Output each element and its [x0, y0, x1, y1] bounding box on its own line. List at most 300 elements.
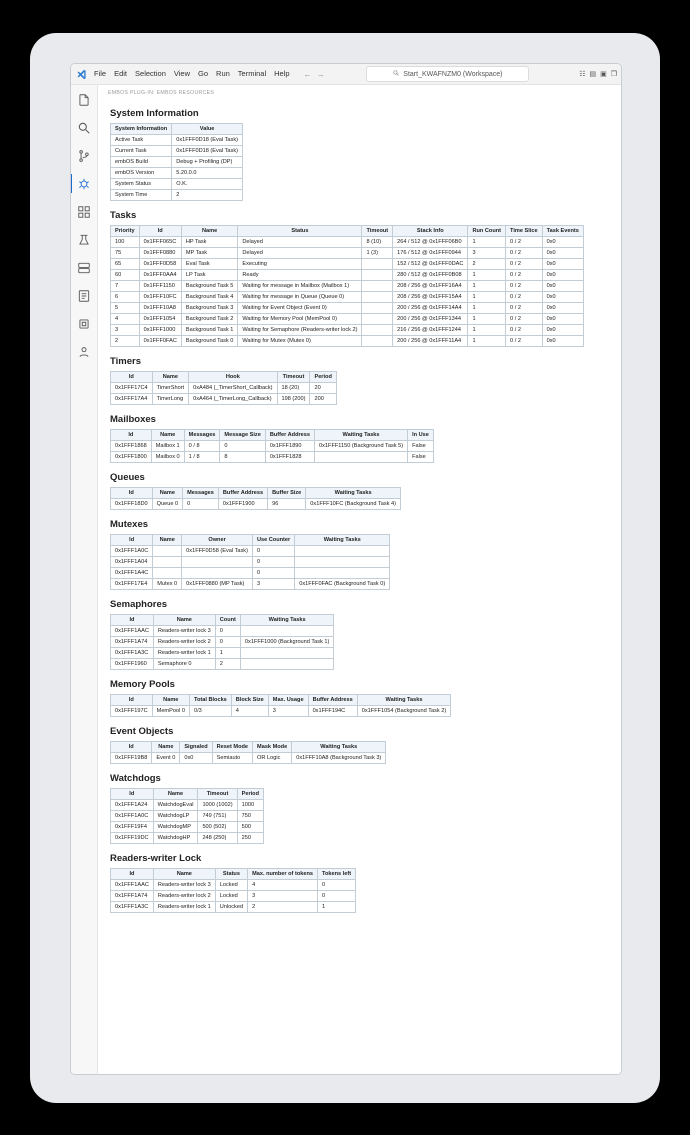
- table-cell: 0: [220, 441, 265, 452]
- table-cell: Waiting for Event Object (Event 0): [238, 303, 362, 314]
- table-cell: 280 / 512 @ 0x1FFF0B08: [393, 270, 468, 281]
- table-cell: 4: [111, 314, 140, 325]
- table-cell: 4: [231, 706, 268, 717]
- table-cell: 2: [215, 659, 240, 670]
- event-objects-table: [110, 741, 386, 764]
- table-cell: WatchdogEval: [153, 800, 198, 811]
- column-header: Max. number of tokens: [248, 869, 318, 880]
- column-header: Time Slice: [506, 226, 543, 237]
- table-cell: Semiauto: [212, 753, 252, 764]
- table-cell: 216 / 256 @ 0x1FFF1244: [393, 325, 468, 336]
- table-cell: Background Task 2: [181, 314, 237, 325]
- column-header: In Use: [408, 430, 434, 441]
- table-cell: 0 / 2: [506, 270, 543, 281]
- table-cell: 1: [468, 237, 506, 248]
- search-icon[interactable]: [76, 119, 93, 136]
- source-control-icon[interactable]: [76, 147, 93, 164]
- column-header: Timeout: [198, 789, 237, 800]
- mailboxes-table: [110, 429, 434, 463]
- section-title-memory-pools: Memory Pools: [110, 679, 175, 690]
- column-header: Id: [111, 430, 152, 441]
- table-cell: 6: [111, 292, 140, 303]
- table-cell: 176 / 512 @ 0x1FFF0944: [393, 248, 468, 259]
- table-row: [111, 281, 584, 292]
- table-cell: 0 / 8: [184, 441, 220, 452]
- table-cell: 0 / 2: [506, 281, 543, 292]
- table-row: [111, 248, 584, 259]
- column-header: Hook: [189, 372, 277, 383]
- table-cell: [240, 659, 333, 670]
- memory-pools-table: [110, 694, 451, 717]
- section-title-readers-writer-lock: Readers-writer Lock: [110, 853, 202, 864]
- column-header: Mask Mode: [253, 742, 292, 753]
- table-cell: WatchdogHP: [153, 833, 198, 844]
- table-cell: MP Task: [181, 248, 237, 259]
- table-cell: 0x0: [542, 314, 583, 325]
- table-cell: 0x1FFF19F4: [111, 822, 154, 833]
- table-cell: 5: [111, 303, 140, 314]
- table-cell: Waiting for Memory Pool (MemPool 0): [238, 314, 362, 325]
- table-cell: 3: [111, 325, 140, 336]
- embos-resources-view: [98, 85, 621, 1075]
- menu-view[interactable]: View: [173, 69, 191, 78]
- column-header: Name: [153, 615, 215, 626]
- table-cell: Queue 0: [152, 499, 182, 510]
- table-row: [111, 822, 264, 833]
- table-cell: [182, 557, 253, 568]
- table-cell: 208 / 256 @ 0x1FFF15A4: [393, 292, 468, 303]
- table-cell: Locked: [215, 891, 247, 902]
- system-information-table: [110, 123, 243, 201]
- column-header: Name: [152, 695, 189, 706]
- menu-go[interactable]: Go: [198, 69, 209, 78]
- table-cell: 1: [468, 292, 506, 303]
- menu-help[interactable]: Help: [274, 69, 290, 78]
- table-cell: 0x0: [542, 259, 583, 270]
- table-cell: 0x1FFF17C4: [111, 383, 153, 394]
- table-row: [111, 168, 243, 179]
- table-cell: 75: [111, 248, 140, 259]
- table-row: [111, 179, 243, 190]
- resources-panel: [98, 108, 621, 923]
- embos-icon[interactable]: [76, 315, 93, 332]
- section-title-mailboxes: Mailboxes: [110, 414, 156, 425]
- table-cell: 0x1FFF1A0C: [111, 546, 153, 557]
- table-cell: 0: [183, 499, 219, 510]
- table-cell: Current Task: [111, 146, 172, 157]
- customize-layout-icon[interactable]: ❐: [610, 71, 617, 78]
- table-cell: Delayed: [238, 237, 362, 248]
- column-header: Reset Mode: [212, 742, 252, 753]
- table-row: [111, 753, 386, 764]
- table-cell: 0x1FFF197C: [111, 706, 153, 717]
- table-cell: HP Task: [181, 237, 237, 248]
- section-title-watchdogs: Watchdogs: [110, 773, 161, 784]
- table-cell: 200 / 256 @ 0x1FFF11A4: [393, 336, 468, 347]
- table-cell: 0x1FFF1054 (Background Task 2): [357, 706, 450, 717]
- table-cell: 0xA464 (_TimerLong_Callback): [189, 394, 277, 405]
- column-header: Owner: [182, 535, 253, 546]
- table-cell: 0x1FFF1A24: [111, 800, 154, 811]
- column-header: Priority: [111, 226, 140, 237]
- column-header: Name: [152, 742, 180, 753]
- table-cell: System Time: [111, 190, 172, 201]
- table-cell: 0x0: [542, 292, 583, 303]
- table-row: [111, 833, 264, 844]
- table-cell: 0x1FFF10FC: [139, 292, 181, 303]
- table-cell: 500 (502): [198, 822, 237, 833]
- table-cell: 7: [111, 281, 140, 292]
- column-header: Name: [152, 372, 188, 383]
- table-cell: 0x1FFF1960: [111, 659, 154, 670]
- table-cell: [295, 546, 390, 557]
- layout-sidebar-icon[interactable]: ▤: [589, 71, 597, 78]
- table-cell: 0x1FFF1000 (Background Task 1): [240, 637, 333, 648]
- table-cell: 1 (3): [362, 248, 393, 259]
- column-header: Task Events: [542, 226, 583, 237]
- timers-table: [110, 371, 337, 405]
- table-row: [111, 303, 584, 314]
- table-cell: 500: [237, 822, 263, 833]
- remote-icon[interactable]: [76, 259, 93, 276]
- table-cell: 0x1FFF0D18 (Eval Task): [172, 135, 243, 146]
- table-row: [111, 190, 243, 201]
- extensions-icon[interactable]: [76, 203, 93, 220]
- table-cell: [315, 452, 408, 463]
- table-cell: [295, 557, 390, 568]
- table-cell: 264 / 512 @ 0x1FFF06B0: [393, 237, 468, 248]
- table-cell: 0x1FFF19B8: [111, 753, 152, 764]
- table-cell: Waiting for Mutex (Mutex 0): [238, 336, 362, 347]
- table-cell: System Status: [111, 179, 172, 190]
- table-cell: 18 (20): [277, 383, 310, 394]
- table-cell: 0x1FFF0880 (MP Task): [182, 579, 253, 590]
- testing-icon[interactable]: [76, 231, 93, 248]
- table-cell: 2: [172, 190, 243, 201]
- window-body: [71, 85, 621, 1075]
- table-cell: [182, 568, 253, 579]
- column-header: Name: [181, 226, 237, 237]
- column-header: Use Counter: [252, 535, 294, 546]
- table-cell: 65: [111, 259, 140, 270]
- table-row: [111, 499, 401, 510]
- column-header: Name: [153, 869, 215, 880]
- table-cell: 0x1FFF0FAC: [139, 336, 181, 347]
- table-cell: 0x0: [542, 325, 583, 336]
- table-cell: 0x1FFF0AA4: [139, 270, 181, 281]
- table-cell: Locked: [215, 880, 247, 891]
- activity-bar: [71, 85, 98, 1075]
- vscode-logo-icon: [75, 68, 87, 80]
- table-cell: Background Task 5: [181, 281, 237, 292]
- table-cell: False: [408, 452, 434, 463]
- column-header: Id: [111, 372, 153, 383]
- table-cell: 1: [468, 314, 506, 325]
- table-cell: 100: [111, 237, 140, 248]
- table-cell: 0x1FFF1AAC: [111, 626, 154, 637]
- column-header: Buffer Size: [268, 488, 306, 499]
- table-cell: Mailbox 0: [151, 452, 184, 463]
- table-cell: 0x1FFF18D0: [111, 499, 153, 510]
- column-header: Max. Usage: [268, 695, 308, 706]
- table-cell: 0x1FFF1A0C: [111, 811, 154, 822]
- table-row: [111, 292, 584, 303]
- column-header: Id: [139, 226, 181, 237]
- layout-secondary-icon[interactable]: ▣: [600, 71, 607, 78]
- table-cell: [362, 270, 393, 281]
- table-cell: Debug + Profiling (DP): [172, 157, 243, 168]
- table-cell: 3: [268, 706, 308, 717]
- table-cell: 8: [220, 452, 265, 463]
- column-header: Stack Info: [393, 226, 468, 237]
- table-cell: 2: [248, 902, 318, 913]
- table-cell: 0x1FFF10A8: [139, 303, 181, 314]
- nav-back-button[interactable]: ←: [303, 69, 312, 79]
- table-cell: 750: [237, 811, 263, 822]
- table-cell: 0x1FFF0D58: [139, 259, 181, 270]
- table-row: [111, 135, 243, 146]
- column-header: Count: [215, 615, 240, 626]
- column-header: Name: [153, 789, 198, 800]
- column-header: Id: [111, 488, 153, 499]
- table-cell: 0x1FFF0FAC (Background Task 0): [295, 579, 390, 590]
- table-cell: 1 / 8: [184, 452, 220, 463]
- table-row: [111, 146, 243, 157]
- column-header: Timeout: [277, 372, 310, 383]
- table-row: [111, 157, 243, 168]
- table-cell: 2: [468, 259, 506, 270]
- table-cell: Background Task 3: [181, 303, 237, 314]
- table-cell: 0x1FFF065C: [139, 237, 181, 248]
- column-header: Waiting Tasks: [306, 488, 401, 499]
- table-row: [111, 314, 584, 325]
- table-cell: 3: [252, 579, 294, 590]
- table-cell: 0x1FFF1828: [265, 452, 314, 463]
- table-row: [111, 811, 264, 822]
- column-header: Name: [152, 488, 182, 499]
- table-cell: 1: [468, 336, 506, 347]
- table-cell: 0xA484 (_TimerShort_Callback): [189, 383, 277, 394]
- column-header: Waiting Tasks: [315, 430, 408, 441]
- title-search-area: [325, 66, 572, 82]
- table-row: [111, 546, 390, 557]
- table-cell: 0 / 2: [506, 336, 543, 347]
- column-header: Messages: [183, 488, 219, 499]
- table-cell: 0x1FFF17A4: [111, 394, 153, 405]
- table-cell: Waiting for message in Queue (Queue 0): [238, 292, 362, 303]
- table-cell: 1: [215, 648, 240, 659]
- table-cell: 20: [310, 383, 336, 394]
- table-cell: 0: [215, 626, 240, 637]
- table-cell: 0x1FFF1A3C: [111, 902, 154, 913]
- table-cell: Semaphore 0: [153, 659, 215, 670]
- column-header: Waiting Tasks: [240, 615, 333, 626]
- table-cell: 0x1FFF1868: [111, 441, 152, 452]
- table-cell: [362, 292, 393, 303]
- column-header: Waiting Tasks: [357, 695, 450, 706]
- table-cell: 200 / 256 @ 0x1FFF1344: [393, 314, 468, 325]
- window-controls: [579, 70, 617, 78]
- table-cell: 0/3: [189, 706, 231, 717]
- table-cell: 0x1FFF1054: [139, 314, 181, 325]
- layout-panel-icon[interactable]: ☷: [579, 71, 586, 78]
- table-cell: Ready: [238, 270, 362, 281]
- table-cell: 0x1FFF0D58 (Eval Task): [182, 546, 253, 557]
- table-cell: 0x1FFF17E4: [111, 579, 153, 590]
- table-cell: 0 / 2: [506, 237, 543, 248]
- table-row: [111, 259, 584, 270]
- table-cell: 152 / 512 @ 0x1FFF0DAC: [393, 259, 468, 270]
- section-title-timers: Timers: [110, 356, 141, 367]
- table-cell: False: [408, 441, 434, 452]
- tasks-table: [110, 225, 584, 347]
- column-header: Period: [310, 372, 336, 383]
- table-row: [111, 557, 390, 568]
- table-row: [111, 902, 356, 913]
- section-title-tasks: Tasks: [110, 210, 137, 221]
- search-input[interactable]: [366, 66, 529, 82]
- device-screen: [30, 33, 660, 1103]
- table-cell: 0x1FFF0880: [139, 248, 181, 259]
- column-header: Id: [111, 615, 154, 626]
- table-cell: Readers-writer lock 1: [153, 902, 215, 913]
- section-title-system-information: System Information: [110, 108, 199, 119]
- window-title: Start_KWAFNZM0 (Workspace): [403, 70, 503, 78]
- section-title-mutexes: Mutexes: [110, 519, 149, 530]
- column-header: Buffer Address: [265, 430, 314, 441]
- table-cell: 0x0: [542, 303, 583, 314]
- column-header: Id: [111, 869, 154, 880]
- table-cell: 0x1FFF1900: [218, 499, 267, 510]
- table-cell: 1: [468, 281, 506, 292]
- table-cell: 250: [237, 833, 263, 844]
- menu-file[interactable]: File: [94, 69, 107, 78]
- debug-icon[interactable]: [76, 175, 93, 192]
- table-row: [111, 270, 584, 281]
- menu-edit[interactable]: Edit: [114, 69, 128, 78]
- table-row: [111, 452, 434, 463]
- menu-bar: [71, 64, 621, 85]
- table-row: [111, 394, 337, 405]
- menu-run[interactable]: Run: [216, 69, 230, 78]
- table-cell: Background Task 1: [181, 325, 237, 336]
- table-cell: O.K.: [172, 179, 243, 190]
- table-cell: 1000 (1002): [198, 800, 237, 811]
- table-cell: 8 (10): [362, 237, 393, 248]
- nav-forward-button[interactable]: →: [316, 69, 325, 79]
- table-cell: 208 / 256 @ 0x1FFF16A4: [393, 281, 468, 292]
- column-header: Message Size: [220, 430, 265, 441]
- table-cell: 0x0: [542, 248, 583, 259]
- queues-table: [110, 487, 401, 510]
- mutexes-table: [110, 534, 390, 590]
- files-icon[interactable]: [76, 91, 93, 108]
- table-cell: Mutex 0: [153, 579, 182, 590]
- column-header: Name: [151, 430, 184, 441]
- table-cell: 96: [268, 499, 306, 510]
- table-cell: [362, 259, 393, 270]
- account-icon[interactable]: [76, 343, 93, 360]
- table-cell: 0: [252, 568, 294, 579]
- column-header: Block Size: [231, 695, 268, 706]
- menu-selection[interactable]: Selection: [135, 69, 166, 78]
- column-header: Waiting Tasks: [295, 535, 390, 546]
- table-cell: 0x0: [542, 281, 583, 292]
- column-header: Id: [111, 789, 154, 800]
- table-cell: Active Task: [111, 135, 172, 146]
- table-cell: Event 0: [152, 753, 180, 764]
- table-cell: 0x1FFF1150: [139, 281, 181, 292]
- table-row: [111, 383, 337, 394]
- table-row: [111, 237, 584, 248]
- table-row: [111, 648, 334, 659]
- table-cell: 0x0: [542, 237, 583, 248]
- table-cell: [153, 546, 182, 557]
- table-cell: 0: [252, 546, 294, 557]
- table-row: [111, 441, 434, 452]
- table-cell: 4: [248, 880, 318, 891]
- table-cell: 0: [318, 891, 356, 902]
- table-cell: 0x1FFF10FC (Background Task 4): [306, 499, 401, 510]
- table-row: [111, 568, 390, 579]
- table-cell: Waiting for message in Mailbox (Mailbox 1): [238, 281, 362, 292]
- tasks-icon[interactable]: [76, 287, 93, 304]
- table-cell: TimerLong: [152, 394, 188, 405]
- breadcrumb: EMBOS PLUG-IN: EMBOS RESOURCES: [108, 90, 215, 96]
- table-cell: 200: [310, 394, 336, 405]
- table-cell: LP Task: [181, 270, 237, 281]
- table-cell: 1: [468, 303, 506, 314]
- readers-writer-lock-table: [110, 868, 356, 913]
- table-row: [111, 706, 451, 717]
- table-cell: 0 / 2: [506, 303, 543, 314]
- table-cell: Unlocked: [215, 902, 247, 913]
- table-cell: OR Logic: [253, 753, 292, 764]
- table-cell: Background Task 0: [181, 336, 237, 347]
- table-row: [111, 325, 584, 336]
- table-cell: 0x1FFF1800: [111, 452, 152, 463]
- table-cell: 3: [248, 891, 318, 902]
- table-cell: [240, 648, 333, 659]
- table-cell: 0x1FFF194C: [308, 706, 357, 717]
- column-header: System Information: [111, 124, 172, 135]
- column-header: Value: [172, 124, 243, 135]
- table-cell: 0x0: [542, 270, 583, 281]
- table-cell: Mailbox 1: [151, 441, 184, 452]
- watchdogs-table: [110, 788, 264, 844]
- column-header: Name: [153, 535, 182, 546]
- table-cell: 0x1FFF1150 (Background Task 5): [315, 441, 408, 452]
- table-cell: [362, 303, 393, 314]
- column-header: Status: [215, 869, 247, 880]
- table-cell: 5.20.0.0: [172, 168, 243, 179]
- table-cell: 0 / 2: [506, 314, 543, 325]
- table-cell: [362, 314, 393, 325]
- table-cell: [153, 568, 182, 579]
- table-cell: 200 / 256 @ 0x1FFF14A4: [393, 303, 468, 314]
- table-cell: 749 (751): [198, 811, 237, 822]
- table-cell: 0: [252, 557, 294, 568]
- table-cell: 0x1FFF10A8 (Background Task 3): [292, 753, 386, 764]
- column-header: Id: [111, 535, 153, 546]
- table-cell: Eval Task: [181, 259, 237, 270]
- menu-terminal[interactable]: Terminal: [237, 69, 267, 78]
- table-cell: [362, 325, 393, 336]
- table-cell: 2: [111, 336, 140, 347]
- table-cell: Readers-writer lock 3: [153, 880, 215, 891]
- table-cell: 0x1FFF0D18 (Eval Task): [172, 146, 243, 157]
- table-cell: Waiting for Semaphore (Readers-writer lock 2): [238, 325, 362, 336]
